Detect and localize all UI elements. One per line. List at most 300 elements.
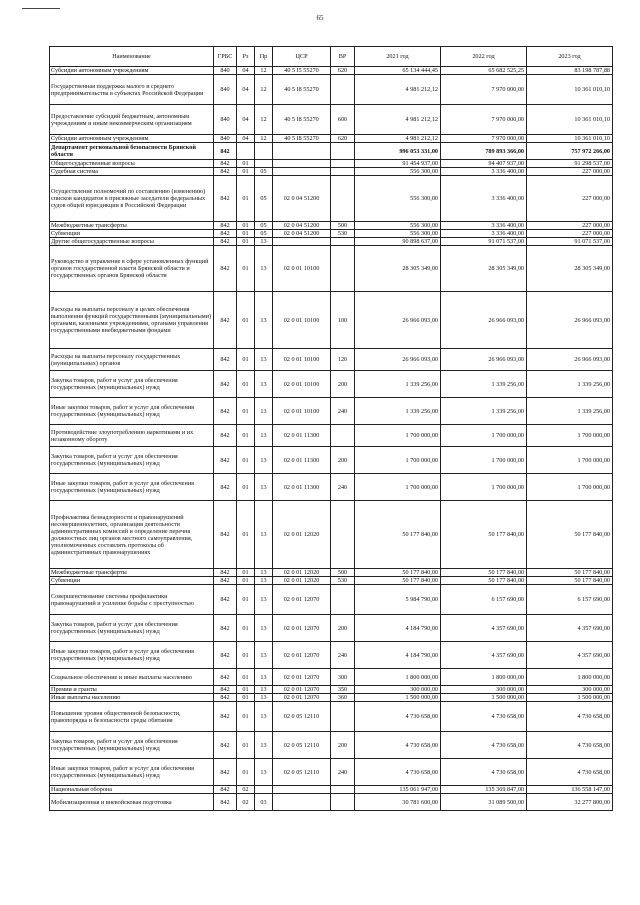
row-grbs: 842 <box>214 168 237 176</box>
row-vr <box>331 794 355 811</box>
row-name: Осуществление полномочий по составлению (изменению) списков кандидатов в присяжные заседатели федеральных судов общей юрисдикции в Российской Федерации <box>50 176 214 222</box>
row-grbs: 842 <box>214 246 237 292</box>
table-row <box>50 615 613 642</box>
row-pr <box>255 143 273 160</box>
row-csr: 40 5 I8 55270 <box>273 75 331 105</box>
row-2023: 26 966 093,00 <box>527 292 613 349</box>
page-number: 65 <box>316 14 324 22</box>
row-2022: 1 339 256,00 <box>441 398 527 425</box>
table-row <box>50 474 613 501</box>
table-row <box>50 686 613 694</box>
row-grbs: 842 <box>214 642 237 669</box>
row-grbs: 842 <box>214 577 237 585</box>
row-rz: 04 <box>237 105 255 135</box>
row-vr: 350 <box>331 686 355 694</box>
row-rz: 01 <box>237 569 255 577</box>
row-2023: 91 071 537,00 <box>527 238 613 246</box>
row-pr: 13 <box>255 686 273 694</box>
table-row <box>50 569 613 577</box>
row-2023: 4 357 690,00 <box>527 642 613 669</box>
row-grbs: 842 <box>214 694 237 702</box>
row-csr: 02 0 01 12070 <box>273 642 331 669</box>
table-row <box>50 786 613 794</box>
row-2022: 4 730 658,00 <box>441 702 527 732</box>
budget-table <box>49 46 613 811</box>
row-rz: 01 <box>237 425 255 447</box>
header-rz: Рз <box>237 47 255 67</box>
row-vr: 240 <box>331 398 355 425</box>
row-csr: 02 0 05 12110 <box>273 759 331 786</box>
row-csr: 02 0 01 12070 <box>273 686 331 694</box>
row-name: Субсидии автономным учреждениям <box>50 67 214 75</box>
row-2022: 6 157 690,00 <box>441 585 527 615</box>
row-csr: 02 0 01 10100 <box>273 246 331 292</box>
row-rz: 01 <box>237 168 255 176</box>
table-header-row <box>50 47 613 67</box>
row-rz: 01 <box>237 694 255 702</box>
row-pr: 12 <box>255 67 273 75</box>
row-csr: 02 0 01 10100 <box>273 398 331 425</box>
row-2021: 556 300,00 <box>355 222 441 230</box>
table-row <box>50 176 613 222</box>
row-2022: 50 177 840,00 <box>441 577 527 585</box>
row-2021: 300 000,00 <box>355 686 441 694</box>
header-grbs: ГРБС <box>214 47 237 67</box>
header-pr: Пр <box>255 47 273 67</box>
row-rz: 01 <box>237 702 255 732</box>
row-2022: 7 970 000,00 <box>441 135 527 143</box>
row-2023: 26 966 093,00 <box>527 349 613 371</box>
row-2023: 300 000,00 <box>527 686 613 694</box>
row-2021: 1 339 256,00 <box>355 398 441 425</box>
row-csr: 02 0 01 11300 <box>273 447 331 474</box>
row-csr <box>273 786 331 794</box>
row-2021: 1 700 000,00 <box>355 447 441 474</box>
row-rz: 04 <box>237 67 255 75</box>
row-vr: 530 <box>331 230 355 238</box>
row-2021: 1 339 256,00 <box>355 371 441 398</box>
row-pr: 13 <box>255 398 273 425</box>
row-2022: 65 682 525,25 <box>441 67 527 75</box>
row-grbs: 842 <box>214 425 237 447</box>
row-vr: 200 <box>331 447 355 474</box>
row-vr <box>331 160 355 168</box>
table-row <box>50 238 613 246</box>
row-name: Субсидии автономным учреждениям <box>50 135 214 143</box>
row-2023: 1 700 000,00 <box>527 447 613 474</box>
row-csr: 02 0 05 12110 <box>273 702 331 732</box>
row-2023: 10 361 010,10 <box>527 105 613 135</box>
row-2023: 1 339 256,00 <box>527 398 613 425</box>
row-pr: 05 <box>255 176 273 222</box>
row-pr: 12 <box>255 75 273 105</box>
header-csr: ЦСР <box>273 47 331 67</box>
row-2021: 556 300,00 <box>355 230 441 238</box>
row-pr: 13 <box>255 669 273 686</box>
row-rz: 01 <box>237 474 255 501</box>
row-2022: 7 970 000,00 <box>441 105 527 135</box>
table-row <box>50 694 613 702</box>
table-row <box>50 669 613 686</box>
row-vr <box>331 238 355 246</box>
table-row <box>50 371 613 398</box>
table-row <box>50 67 613 75</box>
row-2022: 300 000,00 <box>441 686 527 694</box>
row-grbs: 842 <box>214 615 237 642</box>
row-csr: 02 0 01 10100 <box>273 349 331 371</box>
row-pr: 13 <box>255 702 273 732</box>
header-2023: 2023 год <box>527 47 613 67</box>
row-2021: 28 305 349,00 <box>355 246 441 292</box>
table-row <box>50 246 613 292</box>
row-rz: 01 <box>237 349 255 371</box>
row-rz: 01 <box>237 615 255 642</box>
row-2021: 4 981 212,12 <box>355 105 441 135</box>
row-2022: 91 071 537,00 <box>441 238 527 246</box>
row-grbs: 840 <box>214 67 237 75</box>
row-rz: 01 <box>237 669 255 686</box>
row-grbs: 842 <box>214 794 237 811</box>
row-2021: 1 700 000,00 <box>355 425 441 447</box>
row-2021: 4 730 658,00 <box>355 702 441 732</box>
row-vr: 360 <box>331 694 355 702</box>
row-vr <box>331 425 355 447</box>
row-2021: 5 984 790,00 <box>355 585 441 615</box>
row-pr: 13 <box>255 425 273 447</box>
row-name: Иные закупки товаров, работ и услуг для обеспечения государственных (муниципальных) нужд <box>50 474 214 501</box>
row-2021: 50 177 840,00 <box>355 569 441 577</box>
row-name: Иные закупки товаров, работ и услуг для обеспечения государственных (муниципальных) нужд <box>50 398 214 425</box>
row-csr <box>273 168 331 176</box>
row-2022: 135 369 847,00 <box>441 786 527 794</box>
row-vr <box>331 786 355 794</box>
table-row <box>50 577 613 585</box>
row-2023: 50 177 840,00 <box>527 501 613 569</box>
row-rz: 04 <box>237 135 255 143</box>
row-rz: 01 <box>237 585 255 615</box>
row-name: Расходы на выплаты персоналу в целях обеспечения выполнения функций государственными (муниципальными) органами, казенными учреждениями, органами управления государственными внебюджетными фондами <box>50 292 214 349</box>
row-pr: 13 <box>255 642 273 669</box>
header-vr: ВР <box>331 47 355 67</box>
row-2022: 31 089 500,00 <box>441 794 527 811</box>
row-vr <box>331 246 355 292</box>
table-row <box>50 143 613 160</box>
row-pr: 05 <box>255 230 273 238</box>
row-pr: 13 <box>255 447 273 474</box>
row-csr: 02 0 01 11300 <box>273 474 331 501</box>
row-csr: 02 0 01 10100 <box>273 371 331 398</box>
row-name: Мобилизационная и вневойсковая подготовка <box>50 794 214 811</box>
table-row <box>50 105 613 135</box>
row-csr <box>273 238 331 246</box>
row-2023: 4 730 658,00 <box>527 732 613 759</box>
table-row <box>50 160 613 168</box>
row-2021: 556 300,00 <box>355 176 441 222</box>
table-row <box>50 447 613 474</box>
row-pr: 05 <box>255 222 273 230</box>
row-2022: 3 336 400,00 <box>441 168 527 176</box>
row-vr: 240 <box>331 642 355 669</box>
row-2022: 3 336 400,00 <box>441 222 527 230</box>
row-pr: 13 <box>255 371 273 398</box>
table-row <box>50 732 613 759</box>
row-2021: 4 981 212,12 <box>355 135 441 143</box>
row-pr: 13 <box>255 585 273 615</box>
row-2023: 136 558 147,00 <box>527 786 613 794</box>
table-row <box>50 759 613 786</box>
row-rz: 01 <box>237 642 255 669</box>
row-vr <box>331 702 355 732</box>
row-2021: 1 500 000,00 <box>355 694 441 702</box>
row-name: Повышение уровня общественной безопасности, правопорядка и безопасности среды обитания <box>50 702 214 732</box>
row-csr: 02 0 01 11300 <box>273 425 331 447</box>
row-pr: 13 <box>255 246 273 292</box>
row-grbs: 842 <box>214 222 237 230</box>
row-2022: 1 339 256,00 <box>441 371 527 398</box>
row-2022: 4 357 690,00 <box>441 642 527 669</box>
row-2023: 50 177 840,00 <box>527 577 613 585</box>
row-name: Закупка товаров, работ и услуг для обеспечения государственных (муниципальных) нужд <box>50 615 214 642</box>
row-vr: 200 <box>331 732 355 759</box>
row-2021: 1 800 000,00 <box>355 669 441 686</box>
row-rz: 01 <box>237 292 255 349</box>
row-rz: 01 <box>237 398 255 425</box>
row-csr <box>273 160 331 168</box>
row-2023: 1 700 000,00 <box>527 474 613 501</box>
row-pr: 12 <box>255 135 273 143</box>
row-name: Субвенции <box>50 577 214 585</box>
top-rule <box>22 8 60 9</box>
row-grbs: 842 <box>214 143 237 160</box>
row-grbs: 842 <box>214 501 237 569</box>
row-pr: 12 <box>255 105 273 135</box>
row-pr: 13 <box>255 732 273 759</box>
row-2023: 10 361 010,10 <box>527 135 613 143</box>
table-row <box>50 222 613 230</box>
row-2021: 50 177 840,00 <box>355 501 441 569</box>
row-vr: 600 <box>331 105 355 135</box>
row-2022: 3 336 400,00 <box>441 176 527 222</box>
row-2022: 4 730 658,00 <box>441 759 527 786</box>
row-rz: 01 <box>237 230 255 238</box>
table-row <box>50 794 613 811</box>
row-rz: 04 <box>237 75 255 105</box>
row-rz: 01 <box>237 238 255 246</box>
row-2021: 4 184 790,00 <box>355 615 441 642</box>
table-row <box>50 501 613 569</box>
row-pr: 13 <box>255 292 273 349</box>
table-row <box>50 135 613 143</box>
row-vr: 530 <box>331 577 355 585</box>
row-rz: 01 <box>237 501 255 569</box>
row-vr: 620 <box>331 135 355 143</box>
row-rz: 01 <box>237 732 255 759</box>
row-grbs: 842 <box>214 585 237 615</box>
row-pr: 13 <box>255 238 273 246</box>
row-2023: 227 000,00 <box>527 230 613 238</box>
row-2021: 996 053 331,00 <box>355 143 441 160</box>
row-pr: 13 <box>255 474 273 501</box>
row-vr <box>331 585 355 615</box>
row-grbs: 842 <box>214 292 237 349</box>
row-rz: 01 <box>237 447 255 474</box>
row-2021: 4 730 658,00 <box>355 732 441 759</box>
row-name: Расходы на выплаты персоналу государственных (муниципальных) органов <box>50 349 214 371</box>
row-2021: 4 184 790,00 <box>355 642 441 669</box>
row-name: Закупка товаров, работ и услуг для обеспечения государственных (муниципальных) нужд <box>50 371 214 398</box>
row-rz: 02 <box>237 786 255 794</box>
row-name: Иные закупки товаров, работ и услуг для обеспечения государственных (муниципальных) нужд <box>50 759 214 786</box>
row-grbs: 842 <box>214 759 237 786</box>
row-2021: 135 061 947,00 <box>355 786 441 794</box>
row-2023: 227 000,00 <box>527 176 613 222</box>
row-grbs: 842 <box>214 474 237 501</box>
row-name: Иные выплаты населению <box>50 694 214 702</box>
row-name: Другие общегосударственные вопросы <box>50 238 214 246</box>
row-vr: 200 <box>331 615 355 642</box>
row-rz: 01 <box>237 577 255 585</box>
row-2022: 4 357 690,00 <box>441 615 527 642</box>
row-2023: 1 800 000,00 <box>527 669 613 686</box>
row-name: Предоставление субсидий бюджетным, автономным учреждениям и иным некоммерческим организациям <box>50 105 214 135</box>
row-csr: 40 5 I8 55270 <box>273 135 331 143</box>
row-grbs: 840 <box>214 105 237 135</box>
row-vr: 200 <box>331 371 355 398</box>
row-vr: 500 <box>331 569 355 577</box>
row-name: Противодействие злоупотреблению наркотиками и их незаконному обороту <box>50 425 214 447</box>
row-name: Департамент региональной безопасности Брянской области <box>50 143 214 160</box>
row-grbs: 842 <box>214 238 237 246</box>
row-2023: 227 000,00 <box>527 222 613 230</box>
row-name: Государственная поддержка малого и среднего предпринимательства в субъектах Российской Федерации <box>50 75 214 105</box>
header-2022: 2022 год <box>441 47 527 67</box>
header-name: Наименование <box>50 47 214 67</box>
row-2023: 757 972 266,00 <box>527 143 613 160</box>
row-2022: 94 407 937,00 <box>441 160 527 168</box>
row-name: Межбюджетные трансферты <box>50 569 214 577</box>
row-csr: 02 0 04 51200 <box>273 176 331 222</box>
row-2021: 50 177 840,00 <box>355 577 441 585</box>
row-2022: 1 500 000,00 <box>441 694 527 702</box>
row-rz: 01 <box>237 160 255 168</box>
row-grbs: 842 <box>214 398 237 425</box>
row-rz: 01 <box>237 759 255 786</box>
row-pr: 05 <box>255 168 273 176</box>
row-csr: 02 0 01 12070 <box>273 694 331 702</box>
row-pr: 13 <box>255 694 273 702</box>
row-rz: 01 <box>237 371 255 398</box>
row-2021: 556 300,00 <box>355 168 441 176</box>
table-row <box>50 230 613 238</box>
header-2021: 2021 год <box>355 47 441 67</box>
row-2023: 227 000,00 <box>527 168 613 176</box>
row-csr: 02 0 05 12110 <box>273 732 331 759</box>
row-2022: 1 800 000,00 <box>441 669 527 686</box>
row-2021: 30 781 600,00 <box>355 794 441 811</box>
row-2022: 4 730 658,00 <box>441 732 527 759</box>
row-2023: 4 730 658,00 <box>527 702 613 732</box>
row-vr <box>331 75 355 105</box>
row-pr <box>255 786 273 794</box>
row-2021: 65 134 444,45 <box>355 67 441 75</box>
table-row <box>50 585 613 615</box>
table-row <box>50 349 613 371</box>
row-name: Закупка товаров, работ и услуг для обеспечения государственных (муниципальных) нужд <box>50 447 214 474</box>
row-2021: 4 730 658,00 <box>355 759 441 786</box>
row-vr <box>331 501 355 569</box>
row-pr: 13 <box>255 759 273 786</box>
row-name: Иные закупки товаров, работ и услуг для обеспечения государственных (муниципальных) нужд <box>50 642 214 669</box>
row-2023: 50 177 840,00 <box>527 569 613 577</box>
row-2022: 50 177 840,00 <box>441 569 527 577</box>
row-vr <box>331 143 355 160</box>
row-name: Профилактика безнадзорности и правонарушений несовершеннолетних, организация деятельности административных комиссий и определение перечня должностных лиц органов местного самоуправления, уполномоченных составлять протоколы об административных правонарушениях <box>50 501 214 569</box>
row-pr: 13 <box>255 501 273 569</box>
row-csr: 02 0 01 12020 <box>273 501 331 569</box>
row-name: Руководство и управление в сфере установленных функций органов государственной власти Брянской области и государственных органов Брянской области <box>50 246 214 292</box>
row-2023: 28 305 349,00 <box>527 246 613 292</box>
table-row <box>50 75 613 105</box>
row-grbs: 842 <box>214 669 237 686</box>
row-grbs: 842 <box>214 160 237 168</box>
row-2022: 789 893 366,00 <box>441 143 527 160</box>
row-2023: 10 361 010,10 <box>527 75 613 105</box>
row-2022: 3 336 400,00 <box>441 230 527 238</box>
row-pr: 13 <box>255 577 273 585</box>
row-vr: 240 <box>331 474 355 501</box>
row-csr: 02 0 01 12020 <box>273 577 331 585</box>
row-csr: 02 0 04 51200 <box>273 222 331 230</box>
row-2023: 4 730 658,00 <box>527 759 613 786</box>
row-csr: 02 0 01 12070 <box>273 615 331 642</box>
row-rz: 01 <box>237 686 255 694</box>
row-2022: 28 305 349,00 <box>441 246 527 292</box>
row-csr <box>273 794 331 811</box>
row-2023: 6 157 690,00 <box>527 585 613 615</box>
row-2023: 91 298 537,00 <box>527 160 613 168</box>
table-row <box>50 425 613 447</box>
row-vr: 240 <box>331 759 355 786</box>
row-rz <box>237 143 255 160</box>
row-grbs: 842 <box>214 702 237 732</box>
row-2022: 26 966 093,00 <box>441 349 527 371</box>
row-name: Социальное обеспечение и иные выплаты населению <box>50 669 214 686</box>
row-vr: 300 <box>331 669 355 686</box>
row-pr: 13 <box>255 615 273 642</box>
row-2021: 91 454 937,00 <box>355 160 441 168</box>
row-rz: 01 <box>237 246 255 292</box>
row-grbs: 842 <box>214 732 237 759</box>
row-name: Совершенствование системы профилактики правонарушений и усиление борьбы с преступностью <box>50 585 214 615</box>
row-grbs: 842 <box>214 349 237 371</box>
row-grbs: 842 <box>214 569 237 577</box>
row-csr: 02 0 04 51200 <box>273 230 331 238</box>
row-name: Общегосударственные вопросы <box>50 160 214 168</box>
table-row <box>50 702 613 732</box>
row-vr: 620 <box>331 67 355 75</box>
table-row <box>50 168 613 176</box>
row-vr <box>331 176 355 222</box>
table-row <box>50 292 613 349</box>
row-pr: 03 <box>255 794 273 811</box>
row-2023: 83 198 787,88 <box>527 67 613 75</box>
row-grbs: 842 <box>214 230 237 238</box>
row-grbs: 842 <box>214 176 237 222</box>
row-grbs: 840 <box>214 135 237 143</box>
row-2023: 32 277 800,00 <box>527 794 613 811</box>
row-name: Субвенции <box>50 230 214 238</box>
row-grbs: 842 <box>214 371 237 398</box>
